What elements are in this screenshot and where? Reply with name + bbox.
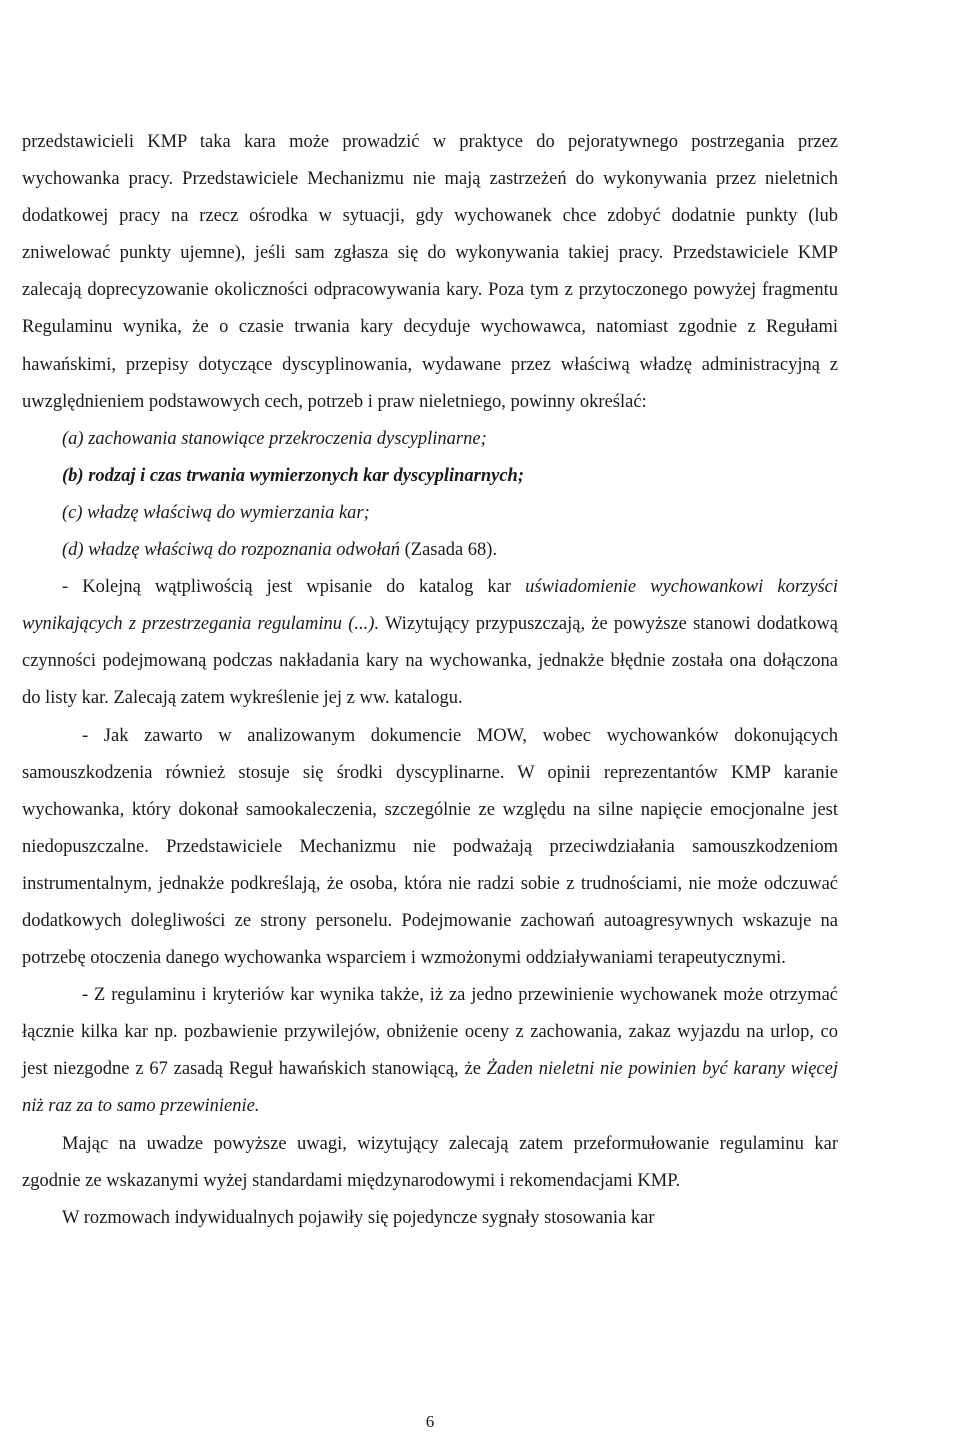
paragraph-4 xyxy=(22,977,838,1125)
document-body xyxy=(22,124,838,1237)
list-item-b-text: (b) rodzaj i czas trwania wymierzonych kar dyscyplinarnych; xyxy=(62,465,524,486)
paragraph-4-lead: - Z regulaminu i kryteriów kar wynika także, iż za jedno przewinienie wychowanek może otrzymać łącznie kilka kar np. pozbawienie przywilejów, obniżenie oceny z zachowania, zakaz wyjazdu na urlop, co jest niezgodne z 67 zasadą Reguł hawańskich stanowiącą, że xyxy=(22,985,838,1080)
paragraph-2-lead: - Kolejną wątpliwością jest wpisanie do katalog kar xyxy=(62,577,526,598)
paragraph-1: przedstawicieli KMP taka kara może prowadzić w praktyce do pejoratywnego postrzegania przez wychowanka pracy. Przedstawiciele Mechanizmu nie mają zastrzeżeń do wykonywania przez nieletnich dodatkowej pracy na rzecz ośrodka w sytuacji, gdy wychowanek chce zdobyć dodatnie punkty (lub zniwelować punkty ujemne), jeśli sam zgłasza się do wykonywania takiej pracy. Przedstawiciele KMP zalecają doprecyzowanie okoliczności odpracowywania kary. Poza tym z przytoczonego powyżej fragmentu Regulaminu wynika, że o czasie trwania kary decyduje wychowawca, natomiast zgodnie z Regułami hawańskimi, przepisy dotyczące dyscyplinowania, wydawane przez właściwą władzę administracyjną z uwzględnieniem podstawowych cech, potrzeb i praw nieletniego, powinny określać: xyxy=(22,132,838,412)
list-item-d xyxy=(22,532,838,569)
paragraph-4-quote: Żaden nieletni nie powinien być karany więcej niż raz za to samo przewinienie. xyxy=(22,1059,838,1117)
paragraph-6: W rozmowach indywidualnych pojawiły się pojedyncze sygnały stosowania kar xyxy=(62,1207,655,1228)
list-item-c xyxy=(22,495,838,532)
list-item-d-reference: (Zasada 68). xyxy=(400,540,498,561)
paragraph-2-quote: uświadomienie wychowankowi korzyści wynikających z przestrzegania regulaminu (...). xyxy=(22,577,838,635)
list-item-a xyxy=(22,421,838,458)
page-number: 6 xyxy=(425,1412,435,1431)
paragraph-5: Mając na uwadze powyższe uwagi, wizytujący zalecają zatem przeformułowanie regulaminu kar zgodnie ze wskazanymi wyżej standardami międzynarodowymi i rekomendacjami KMP. xyxy=(22,1133,838,1191)
list-item-b xyxy=(22,458,838,495)
list-item-c-text: (c) władzę właściwą do wymierzania kar; xyxy=(62,502,370,523)
list-item-a-text: (a) zachowania stanowiące przekroczenia dyscyplinarne; xyxy=(62,428,487,449)
paragraph-3: - Jak zawarto w analizowanym dokumencie MOW, wobec wychowanków dokonujących samouszkodzenia również stosuje się środki dyscyplinarne. W opinii reprezentantów KMP karanie wychowanka, który dokonał samookaleczenia, szczególnie ze względu na silne napięcie emocjonalne jest niedopuszczalne. Przedstawiciele Mechanizmu nie podważają przeciwdziałania samouszkodzeniom instrumentalnym, jednakże podkreślają, że osoba, która nie radzi sobie z trudnościami, nie może odczuwać dodatkowych dolegliwości ze strony personelu. Podejmowanie zachowań autoagresywnych wskazuje na potrzebę otoczenia danego wychowanka wsparciem i wzmożonymi oddziaływaniami terapeutycznymi. xyxy=(22,725,838,969)
paragraph-2 xyxy=(22,569,838,717)
paragraph-2-rest: Wizytujący przypuszczają, że powyższe stanowi dodatkową czynności podejmowaną podczas nakładania kary na wychowanka, jednakże błędnie została ona dołączona do listy kar. Zalecają zatem wykreślenie jej z ww. katalogu. xyxy=(22,614,839,709)
list-item-d-text: (d) władzę właściwą do rozpoznania odwołań xyxy=(62,540,400,561)
